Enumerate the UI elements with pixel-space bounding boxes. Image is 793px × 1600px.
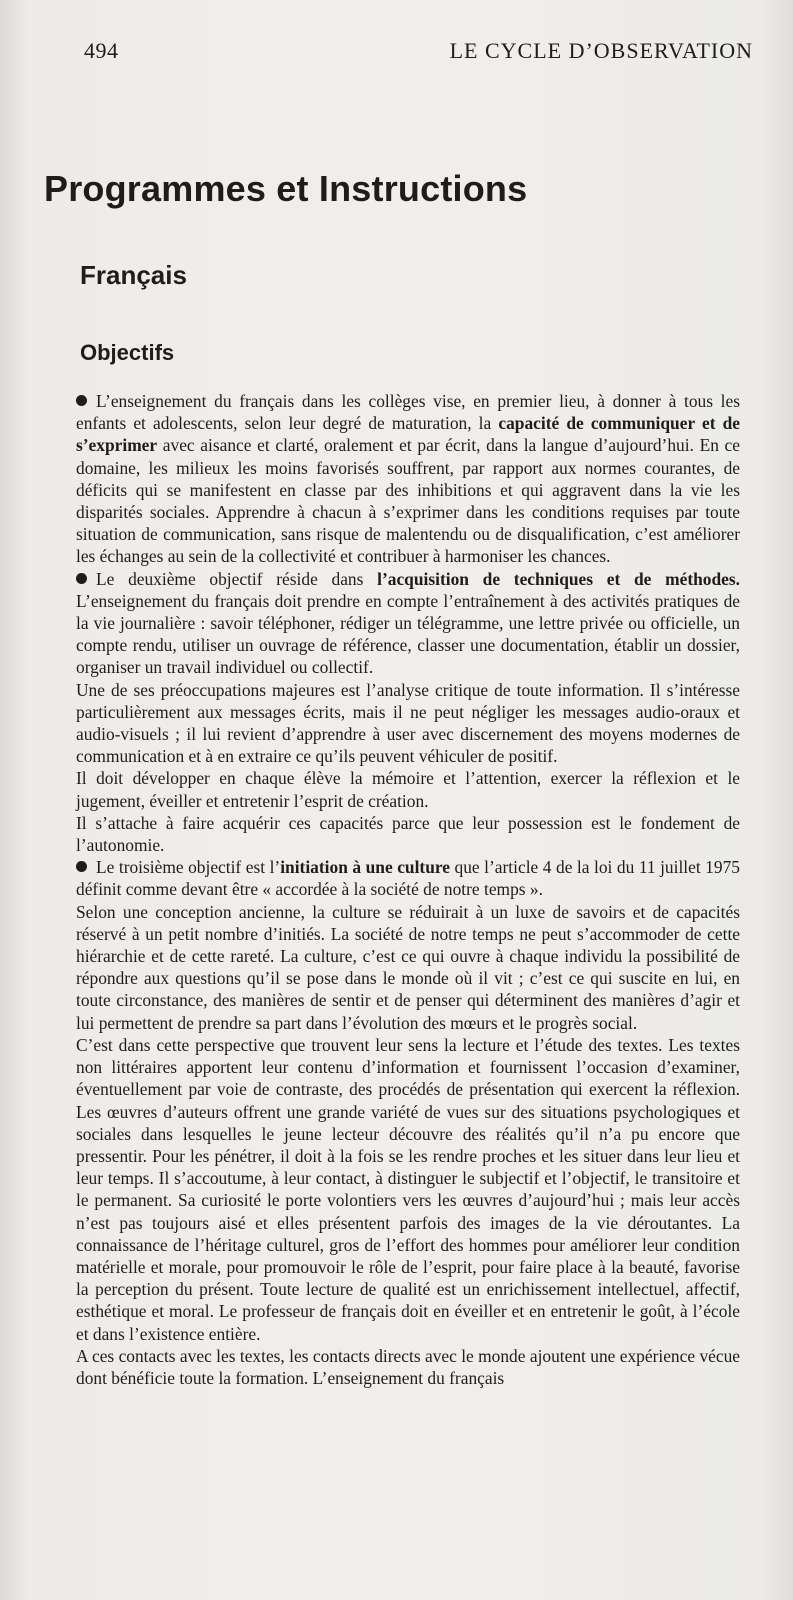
paragraph-objective-1: L’enseignement du français dans les collèges vise, en premier lieu, à donner à tous les enfants et adolescents, selon leur degré de maturation, la capacité de communiquer et de s’exprimer avec aisance et clarté, oralement et par écrit, dans la langue d’aujourd’hui. En ce domaine, les milieux les moins favorisés souffrent, par rapport aux normes courantes, de déficits qui se manifestent en classe par des inhibitions et qui aggravent dans la vie les disparités sociales. Apprendre à chacun à s’exprimer dans les conditions requises par toute situation de communication, sans risque de malentendu ou de disqualification, c’est améliorer les échanges au sein de la collectivité et contribuer à harmoniser les chances. — [76, 391, 740, 567]
page-title: Programmes et Instructions — [44, 168, 528, 209]
bullet-icon — [76, 395, 87, 406]
subsection-title: Objectifs — [80, 340, 175, 365]
paragraph-objective-3: Le troisième objectif est l’initiation à une culture que l’article 4 de la loi du 11 juillet 1975 définit comme devant être « accordée à la société de notre temps ». — [76, 857, 740, 900]
emphasis: initiation à une culture — [280, 857, 451, 878]
emphasis: capacité de communiquer et de s’exprimer — [76, 413, 740, 456]
paragraph-objective-2: Le deuxième objectif réside dans l’acquisition de techniques et de méthodes. L’enseignement du français doit prendre en compte l’entraînement à des activités pratiques de la vie journalière : savoir téléphoner, rédiger un télégramme, une lettre privée ou officielle, un compte rendu, utiliser un ouvrage de référence, classer une documentation, établir un dossier, organiser un travail individuel ou collectif. — [76, 568, 741, 678]
paragraph: Une de ses préoccupations majeures est l’analyse critique de toute information. Il s’intéresse particulièrement aux messages écrits, mais il ne peut négliger les messages audio-oraux et audio-visuels ; il lui revient d’apprendre à user avec discernement des moyens modernes de communication et à en extraire ce qu’ils peuvent véhiculer de positif. — [76, 679, 740, 767]
paragraph: Il doit développer en chaque élève la mémoire et l’attention, exercer la réflexion et le jugement, éveiller et entretenir l’esprit de création. — [76, 768, 740, 811]
section-title: Français — [80, 260, 187, 290]
body-text — [76, 390, 740, 1389]
bullet-icon — [76, 861, 87, 872]
paragraph: A ces contacts avec les textes, les contacts directs avec le monde ajoutent une expérience vécue dont bénéficie toute la formation. L’enseignement du français — [76, 1345, 740, 1388]
paragraph: Il s’attache à faire acquérir ces capacités parce que leur possession est le fondement de l’autonomie. — [76, 812, 740, 856]
page-number: 494 — [84, 38, 119, 63]
paragraph: C’est dans cette perspective que trouvent leur sens la lecture et l’étude des textes. Les textes non littéraires apportent leur contenu d’information et fournissent l’occasion d’examiner, éventuellement par voie de contraste, des procédés de présentation qui exercent la réflexion. Les œuvres d’auteurs offrent une grande variété de vues sur des situations psychologiques et sociales dans lesquelles le jeune lecteur découvre des réalités qu’il n’a pu encore que pressentir. Pour les pénétrer, il doit à la fois se les rendre proches et les situer dans leur lieu et leur temps. Il s’accoutume, à leur contact, à distinguer le subjectif et l’objectif, le transitoire et le permanent. Sa curiosité le porte volontiers vers les œuvres d’aujourd’hui ; mais leur accès n’est pas toujours aisé et elles présentent parfois des images de la vie déroutantes. La connaissance de l’héritage culturel, gros de l’effort des hommes pour améliorer leur condition matérielle et morale, pour promouvoir le rôle de l’esprit, pour faire place à la beauté, favorise la perception du présent. Toute lecture de qualité est un enrichissement intellectuel, affectif, esthétique et moral. Le professeur de français doit en éveiller et en entretenir le goût, à l’école et dans l’existence entière. — [76, 1034, 740, 1344]
bullet-icon — [76, 573, 87, 584]
paragraph: Selon une conception ancienne, la culture se réduirait à un luxe de savoirs et de capacités réservé à un petit nombre d’initiés. La société de notre temps ne peut s’accommoder de cette hiérarchie et de cette rareté. La culture, c’est ce qui ouvre à chaque individu la possibilité de répondre aux questions qu’il se pose dans le monde où il vit ; c’est ce qui suscite en lui, en toute circonstance, des manières de sentir et de penser qui déterminent des manières d’agir et lui permettent de prendre sa part dans l’évolution des mœurs et le progrès social. — [76, 901, 740, 1033]
running-title: LE CYCLE D’OBSERVATION — [449, 38, 753, 63]
emphasis: l’acquisition de techniques et de méthodes. — [377, 568, 741, 589]
